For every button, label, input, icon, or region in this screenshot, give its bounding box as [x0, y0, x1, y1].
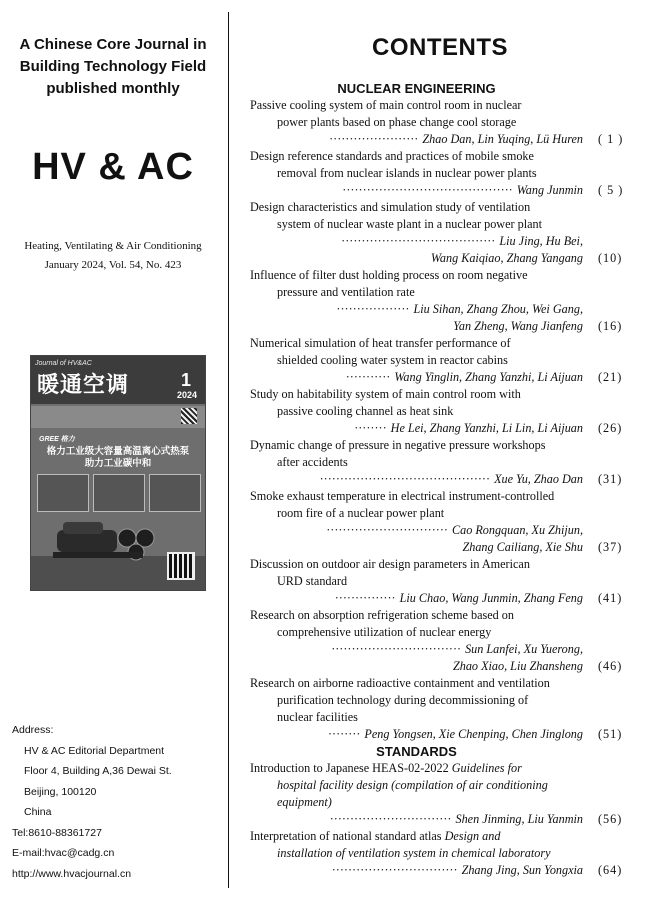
entry-page-number: (16) [598, 319, 623, 333]
cover-band [31, 406, 205, 428]
website-link[interactable]: http://www.hvacjournal.cn [12, 867, 132, 880]
address-line: Floor 4, Building A,36 Dewai St. [24, 765, 172, 777]
entry-authors-line [250, 658, 623, 675]
entry-title-line: Research on airborne radioactive containment and ventilation [250, 676, 550, 690]
entry-authors: Zhao Xiao, Liu Zhansheng [452, 659, 583, 673]
journal-full-name: Heating, Ventilating & Air Conditioning [24, 240, 202, 252]
leader-dots: ······························ [329, 812, 452, 826]
left-column [0, 0, 228, 898]
leader-dots: ······················ [329, 132, 419, 146]
leader-dots: ·················· [336, 302, 410, 316]
entry-authors-line [250, 131, 624, 148]
entry-title-line: after accidents [277, 455, 348, 469]
entry-authors: Zhang Cailiang, Xie Shu [462, 540, 583, 554]
entry-page-number: (56) [598, 812, 623, 826]
entry-authors: He Lei, Zhang Yanzhi, Li Lin, Li Aijuan [390, 421, 583, 435]
cover-brand-logo: GREE 格力 [39, 436, 75, 443]
entry-title-line: equipment) [277, 795, 332, 809]
cover-info-box [93, 474, 145, 512]
cover-year: 2024 [176, 390, 197, 400]
entry-authors: Zhang Jing, Sun Yongxia [461, 863, 583, 877]
entry-authors-line [250, 726, 623, 743]
entry-authors: Shen Jinming, Liu Yanmin [455, 812, 583, 826]
cover-info-boxes [37, 474, 199, 512]
entry-title-line [250, 760, 583, 777]
entry-title-line: system of nuclear waste plant in a nuclear power plant [277, 217, 542, 231]
entry-title-line: Smoke exhaust temperature in electrical instrument-controlled [250, 489, 555, 503]
entry-authors-line [250, 301, 583, 318]
entry-title-line: purification technology during decommissioning of [277, 693, 529, 707]
toc-entry[interactable] [250, 488, 632, 556]
entry-page-number: (46) [598, 659, 623, 673]
address-line: Beijing, 100120 [24, 785, 97, 798]
toc-entry[interactable] [250, 97, 632, 148]
entry-authors: Liu Sihan, Zhang Zhou, Wei Gang, [413, 302, 583, 316]
leader-dots: ········ [327, 727, 361, 741]
journal-issue: January 2024, Vol. 54, No. 423 [44, 259, 182, 271]
entry-title-line: shielded cooling water system in reactor cabins [277, 353, 508, 367]
entry-title-text: Interpretation of national standard atlas [250, 829, 445, 843]
toc-entry[interactable] [250, 267, 632, 335]
entry-page-number: (10) [598, 251, 623, 265]
entry-authors: Wang Yinglin, Zhang Yanzhi, Li Aijuan [394, 370, 583, 384]
toc-entry[interactable] [250, 675, 632, 743]
entry-page-number: (21) [598, 370, 623, 384]
entry-title-line: room fire of a nuclear power plant [277, 506, 445, 520]
entry-title-line: removal from nuclear islands in nuclear power plants [277, 166, 537, 180]
entry-page-number: (37) [598, 540, 623, 554]
toc-entry[interactable] [250, 607, 632, 675]
toc-entry[interactable] [250, 828, 632, 879]
leader-dots: ·········································· [342, 183, 513, 197]
entry-title-line: Dynamic change of pressure in negative pressure workshops [250, 438, 546, 452]
entry-authors: Xue Yu, Zhao Dan [494, 472, 583, 486]
tagline-line: A Chinese Core Journal in [19, 36, 207, 53]
entry-authors: Liu Chao, Wang Junmin, Zhang Feng [399, 591, 583, 605]
leader-dots: ··············· [334, 591, 396, 605]
address-label: Address: [12, 724, 54, 736]
entry-authors: Peng Yongsen, Xie Chenping, Chen Jinglong [364, 727, 583, 741]
entry-authors-line [250, 233, 583, 250]
entry-title-line [250, 828, 583, 845]
entry-authors-line [250, 590, 623, 607]
entry-authors-line [250, 862, 623, 879]
entry-page-number: ( 5 ) [598, 183, 624, 197]
cover-image [30, 355, 206, 591]
entry-page-number: ( 1 ) [598, 132, 624, 146]
cover-issue-number: 1 [180, 370, 191, 390]
entry-title-line: Passive cooling system of main control room in nuclear [250, 98, 522, 112]
entry-authors: Liu Jing, Hu Bei, [499, 234, 583, 248]
cover-headline-line: 格力工业级大容量高温离心式热泵 [46, 446, 190, 457]
toc-entry[interactable] [250, 437, 632, 488]
cover-info-box [37, 474, 89, 512]
entry-title-line: nuclear facilities [277, 710, 358, 724]
toc-entry[interactable] [250, 556, 632, 607]
entry-authors-line [250, 522, 583, 539]
entry-authors-line [250, 539, 623, 556]
section-heading: NUCLEAR ENGINEERING [337, 81, 496, 96]
journal-tagline [6, 34, 220, 100]
entry-authors: Cao Rongquan, Xu Zhijun, [451, 523, 583, 537]
entry-page-number: (51) [598, 727, 623, 741]
entry-authors: Zhao Dan, Lin Yuqing, Lü Huren [422, 132, 583, 146]
entry-authors-line [250, 318, 623, 335]
cover-info-box [149, 474, 201, 512]
entry-title-italic: Guidelines for [451, 761, 522, 775]
entry-authors-line [250, 250, 623, 267]
entry-authors-line [250, 420, 623, 437]
cover-headline [35, 446, 201, 470]
toc-entry[interactable] [250, 760, 632, 828]
entry-page-number: (64) [598, 863, 623, 877]
entry-page-number: (41) [598, 591, 623, 605]
entry-title-line: passive cooling channel as heat sink [277, 404, 454, 418]
address-line: China [24, 806, 52, 818]
leader-dots: ········ [354, 421, 387, 435]
entry-authors-line [250, 369, 623, 386]
entry-authors-line [250, 471, 623, 488]
qr-code-icon [181, 408, 197, 424]
telephone: Tel:8610-88361727 [12, 826, 102, 839]
entry-title-line: Study on habitability system of main control room with [250, 387, 521, 401]
entry-title-text: Introduction to Japanese HEAS-02-2022 [250, 761, 452, 775]
toc-entry[interactable] [250, 386, 632, 437]
table-of-contents [250, 80, 632, 879]
tagline-line: Building Technology Field [19, 58, 207, 75]
entry-authors-line [250, 182, 624, 199]
leader-dots: ·········································· [319, 472, 491, 486]
leader-dots: ································ [331, 642, 462, 656]
entry-title-line: Discussion on outdoor air design parameters in American [250, 557, 530, 571]
toc-entry[interactable] [250, 199, 632, 267]
entry-title-line: Influence of filter dust holding process on room negative [250, 268, 528, 282]
leader-dots: ······························ [326, 523, 448, 537]
qr-code-icon [167, 552, 195, 580]
entry-title-line: hospital facility design (compilation of air conditioning [277, 778, 548, 792]
leader-dots: ··········· [345, 370, 391, 384]
cover-small-title: Journal of HV&AC [35, 360, 92, 367]
toc-entry[interactable] [250, 335, 632, 386]
contents-heading: CONTENTS [372, 34, 508, 61]
toc-entry[interactable] [250, 148, 632, 199]
column-divider [228, 12, 229, 888]
leader-dots: ······································ [341, 234, 496, 248]
entry-title-line: installation of ventilation system in chemical laboratory [277, 846, 551, 860]
entry-authors-line [250, 811, 623, 828]
journal-title: HV & AC [32, 146, 194, 188]
entry-authors: Sun Lanfei, Xu Yuerong, [465, 642, 583, 656]
entry-title-line: Numerical simulation of heat transfer performance of [250, 336, 511, 350]
entry-authors: Wang Junmin [516, 183, 583, 197]
entry-page-number: (31) [598, 472, 623, 486]
entry-title-line: Research on absorption refrigeration scheme based on [250, 608, 514, 622]
entry-title-line: pressure and ventilation rate [277, 285, 415, 299]
cover-chinese-title: 暖通空调 [37, 372, 130, 397]
entry-title-line: comprehensive utilization of nuclear energy [277, 625, 492, 639]
entry-authors: Wang Kaiqiao, Zhang Yangang [430, 251, 583, 265]
entry-authors: Yan Zheng, Wang Jianfeng [453, 319, 583, 333]
email: E-mail:hvac@cadg.cn [12, 847, 115, 859]
entry-page-number: (26) [598, 421, 623, 435]
cover-headline-line: 助力工业碳中和 [84, 458, 152, 469]
entry-authors-line [250, 641, 583, 658]
entry-title-line: Design reference standards and practices of mobile smoke [250, 149, 534, 163]
section-heading: STANDARDS [376, 744, 457, 759]
tagline-line: published monthly [46, 80, 180, 97]
leader-dots: ······························· [331, 863, 458, 877]
address-block [12, 720, 172, 884]
entry-title-italic: Design and [444, 829, 501, 843]
heat-pump-machine-icon [49, 516, 159, 564]
entry-title-line: URD standard [277, 574, 348, 588]
entry-title-line: power plants based on phase change cool storage [277, 115, 517, 129]
address-line: HV & AC Editorial Department [24, 744, 165, 757]
entry-title-line: Design characteristics and simulation study of ventilation [250, 200, 531, 214]
